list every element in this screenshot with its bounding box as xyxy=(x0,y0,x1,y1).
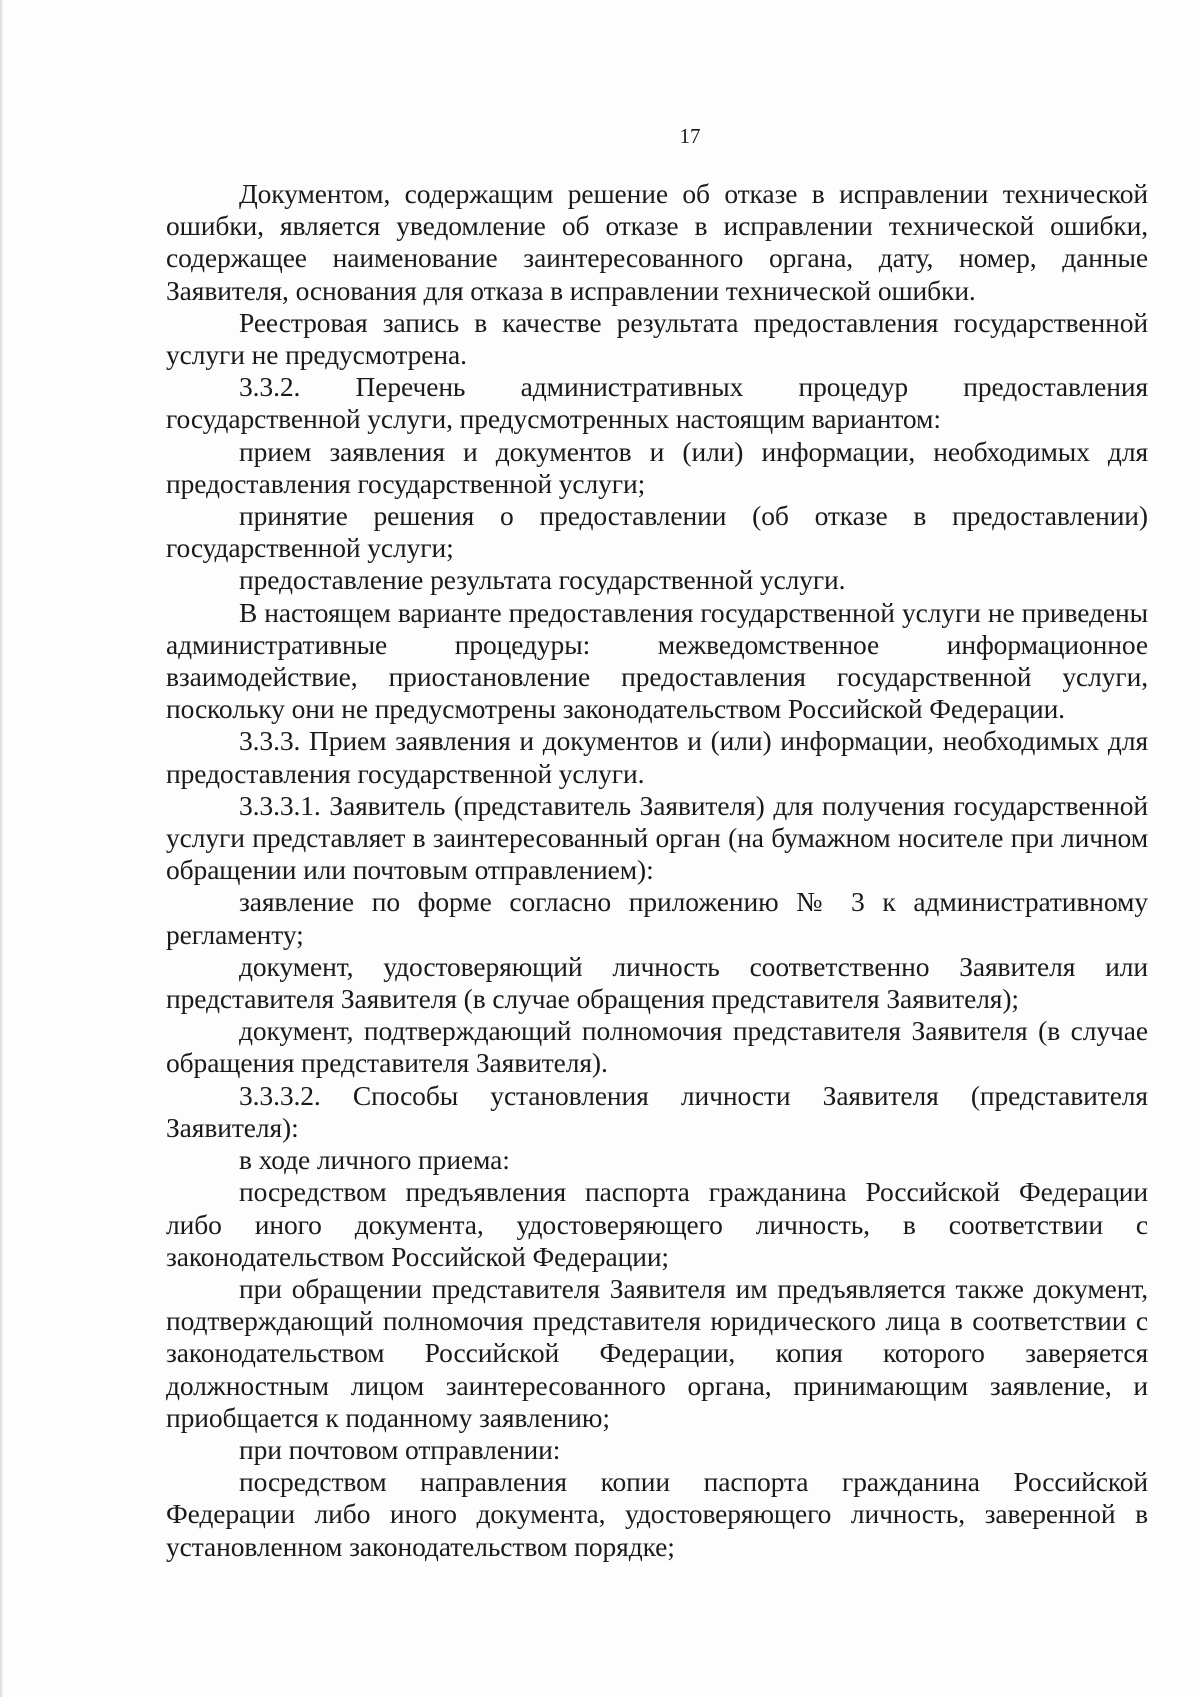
paragraph-3-3-3: 3.3.3. Прием заявления и документов и (или) информации, необходимых для предоставления государственной услуги. xyxy=(166,725,1148,789)
paragraph-procedure-intake: прием заявления и документов и (или) информации, необходимых для предоставления государственной услуги; xyxy=(166,435,1148,499)
page-number: 17 xyxy=(679,124,701,148)
paragraph-procedure-result: предоставление результата государственной услуги. xyxy=(239,564,846,596)
paragraph-3-3-3-2: 3.3.3.2. Способы установления личности Заявителя (представителя Заявителя): xyxy=(166,1079,1148,1143)
paragraph-excluded-procedures: В настоящем варианте предоставления государственной услуги не приведены административные процедуры: межведомственное информационное взаимодействие, приостановление предоставления государственной услуги, поскольку они не предусмотрены законодательством Российской Федерации. xyxy=(166,596,1148,725)
paragraph-refusal-notice: Документом, содержащим решение об отказе в исправлении технической ошибки, является уведомление об отказе в исправлении технической ошибки, содержащее наименование заинтересованного органа, дату, номер, данные Заявителя, основания для отказа в исправлении технической ошибки. xyxy=(166,178,1148,306)
document-body xyxy=(166,178,1148,1563)
paragraph-passport-copy: посредством направления копии паспорта гражданина Российской Федерации либо иного документа, удостоверяющего личность, заверенной в установленном законодательством порядке; xyxy=(166,1466,1148,1562)
paragraph-passport-presentation: посредством предъявления паспорта гражданина Российской Федерации либо иного документа, удостоверяющего личность, в соответствии с законодательством Российской Федерации; xyxy=(166,1176,1148,1272)
paragraph-registry-entry: Реестровая запись в качестве результата предоставления государственной услуги не предусмотрена. xyxy=(166,306,1148,371)
paragraph-representative: при обращении представителя Заявителя им предъявляется также документ, подтверждающий полномочия представителя юридического лица в соответствии с законодательством Российской Федерации, копия которого заверяется должностным лицом заинтересованного органа, принимающим заявление, и приобщается к поданному заявлению; xyxy=(166,1272,1148,1433)
paragraph-in-person: в ходе личного приема: xyxy=(239,1144,510,1176)
paragraph-identity-document: документ, удостоверяющий личность соответственно Заявителя или представителя Заявителя (в случае обращения представителя Заявителя); xyxy=(166,950,1148,1015)
paragraph-by-post: при почтовом отправлении: xyxy=(239,1433,561,1465)
scan-edge xyxy=(0,0,3,1697)
paragraph-3-3-2: 3.3.2. Перечень административных процедур предоставления государственной услуги, предусмотренных настоящим вариантом: xyxy=(166,371,1148,435)
paragraph-3-3-3-1: 3.3.3.1. Заявитель (представитель Заявителя) для получения государственной услуги представляет в заинтересованный орган (на бумажном носителе при личном обращении или почтовым отправлением): xyxy=(166,789,1148,886)
paragraph-application-form: заявление по форме согласно приложению № 3 к административному регламенту; xyxy=(166,886,1148,950)
paragraph-procedure-decision: принятие решения о предоставлении (об отказе в предоставлении) государственной услуги; xyxy=(166,500,1148,564)
paragraph-authority-document: документ, подтверждающий полномочия представителя Заявителя (в случае обращения представителя Заявителя). xyxy=(166,1015,1148,1079)
